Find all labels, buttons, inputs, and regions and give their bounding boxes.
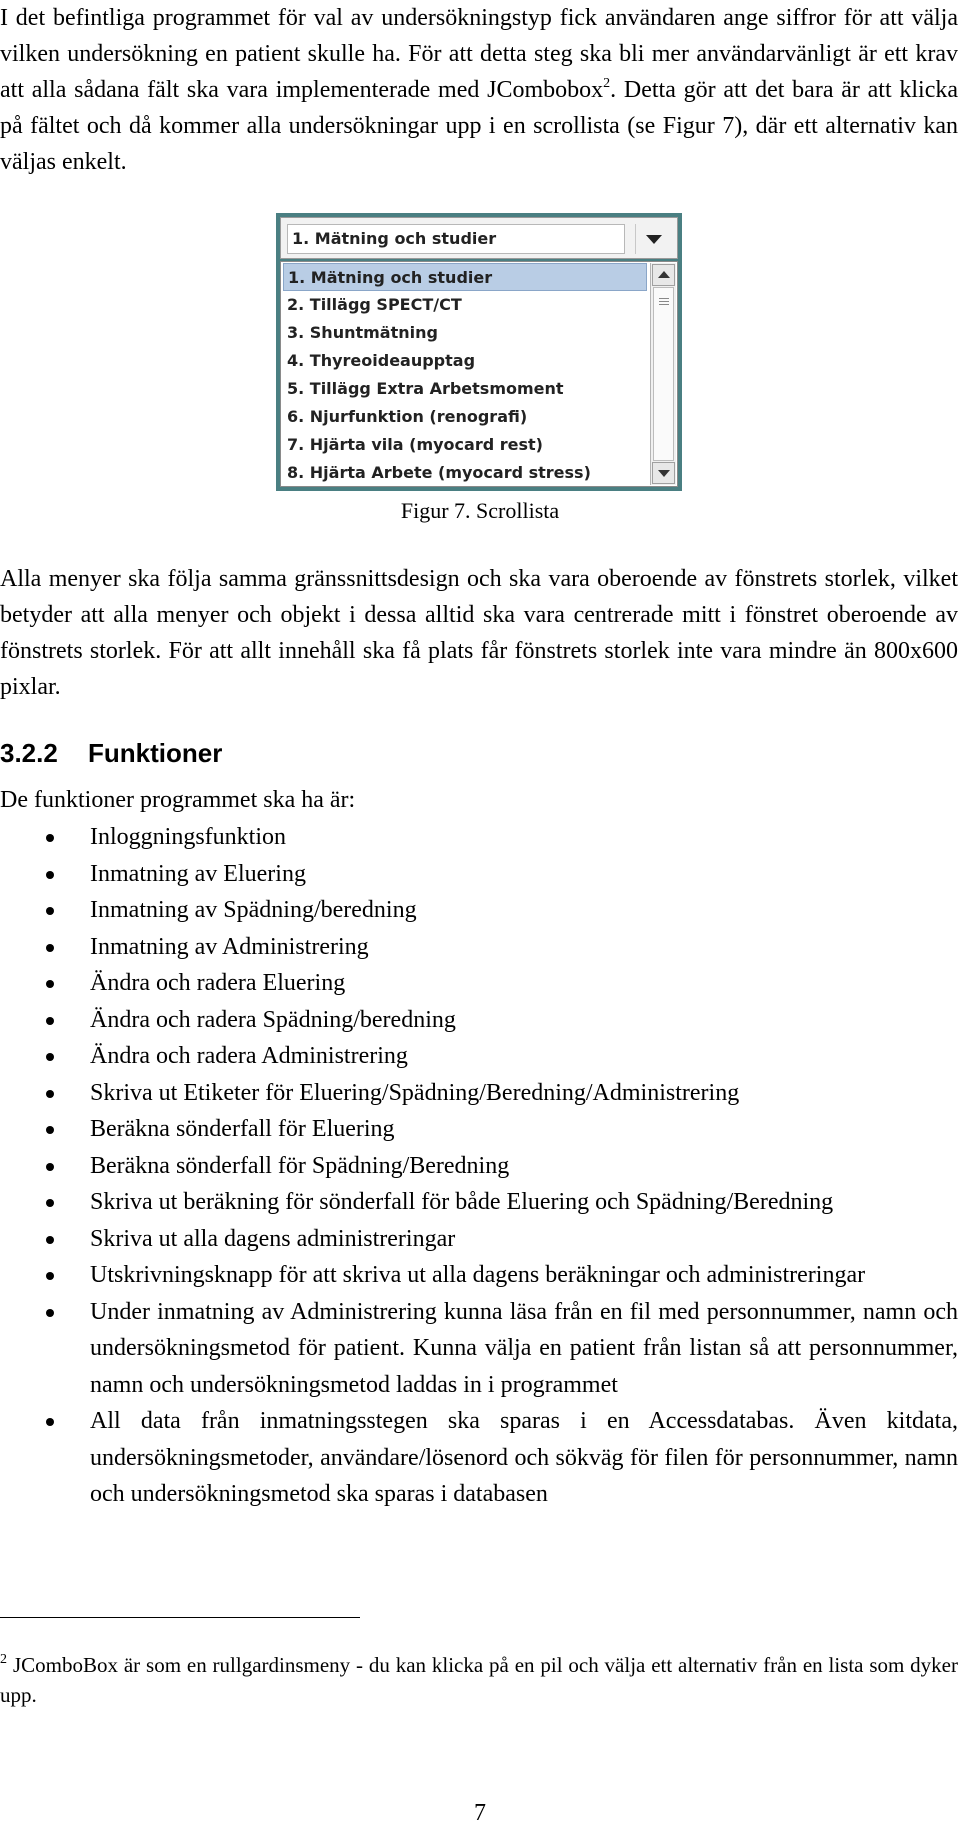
bullet-icon [46,1017,54,1025]
grip-line [659,298,669,299]
list-item-text: Ändra och radera Spädning/beredning [90,1006,456,1033]
vertical-scrollbar[interactable] [650,263,676,485]
list-item [0,856,958,893]
list-item [0,1294,958,1404]
section-number: 3.2.2 [0,738,58,768]
scrollbar-thumb[interactable] [653,287,674,461]
bullet-icon [46,1163,54,1171]
list-item [0,1148,958,1185]
list-item[interactable]: 8. Hjärta Arbete (myocard stress) [287,463,591,482]
list-item [0,892,958,929]
bullet-icon [46,1236,54,1244]
list-item [0,1221,958,1258]
list-item [0,1002,958,1039]
list-item-text: Skriva ut Etiketer för Eluering/Spädning/Beredning/Administrering [90,1079,740,1106]
list-item-text: Ändra och radera Eluering [90,970,346,996]
list-item [0,929,958,966]
bullet-icon [46,1309,54,1317]
list-item [0,965,958,1002]
footnote-text: JComboBox är som en rullgardinsmeny - du kan klicka på en pil och välja ett alternativ från en lista som dyker upp. [0,1653,958,1707]
dropdown-arrow-icon[interactable] [635,224,671,254]
bullet-icon [46,1090,54,1098]
list-item [0,1111,958,1148]
footnote-ref: 2 [603,76,611,91]
list-item[interactable]: 7. Hjärta vila (myocard rest) [287,435,543,454]
footnote-divider [0,1617,360,1618]
page-number: 7 [474,1800,486,1826]
bullet-icon [46,1126,54,1134]
combobox-selected-value: 1. Mätning och studier [292,229,497,248]
intro-text-end: . Detta gör att det bara är att klicka på fältet och då kommer alla undersökningar upp i en scrollista (se Figur 7), där ett alternativ kan väljas enkelt. [0,77,958,175]
design-paragraph: Alla menyer ska följa samma gränssnittsdesign och ska vara oberoende av fönstrets storlek, vilket betyder att alla menyer och objekt i dessa alltid ska vara centrerade mitt i fönstret oberoende av fönstrets storlek. För att allt innehåll ska få plats får fönstrets storlek inte vara mindre än 800x600 pixlar. [0,566,958,700]
combobox-figure [276,213,682,491]
combobox[interactable] [280,217,678,259]
list-item [0,1257,958,1294]
bullet-icon [46,1199,54,1207]
scroll-down-arrow-icon[interactable] [652,462,675,484]
list-item-text: Inmatning av Eluering [90,860,306,887]
scroll-up-arrow-icon[interactable] [652,264,675,286]
bullet-icon [46,1272,54,1280]
grip-line [659,301,669,302]
list-item-text: Beräkna sönderfall för Eluering [90,1116,395,1142]
list-item-text: Inmatning av Administrering [90,933,369,960]
list-item-text: Skriva ut beräkning för sönderfall för både Eluering och Spädning/Beredning [90,1189,834,1215]
list-item-text: Skriva ut alla dagens administreringar [90,1225,456,1252]
list-item-text: All data från inmatningsstegen ska sparas i en Accessdatabas. Även kitdata, undersökningsmetoder, användare/lösenord och sökväg för filen för personnummer, namn och undersökningsmetod ska sparas i databasen [90,1408,958,1507]
grip-line [659,304,669,305]
list-item-text: Inmatning av Spädning/beredning [90,897,417,923]
scroll-list[interactable] [280,261,678,487]
bullet-icon [46,1053,54,1061]
bullet-icon [46,871,54,879]
functions-list [0,819,958,1513]
intro-paragraph [0,0,958,180]
list-item[interactable]: 4. Thyreoideaupptag [287,351,476,370]
list-item-text: Under inmatning av Administrering kunna läsa från en fil med personnummer, namn och undersökningsmetod för patient. Kunna välja en patient från listan så att personnummer, namn och undersökningsmetod laddas in i programmet [90,1298,958,1398]
list-item-text: Ändra och radera Administrering [90,1043,408,1069]
footnote-mark: 2 [0,1652,7,1667]
list-item [0,819,958,856]
intro-text: I det befintliga programmet för val av undersökningstyp fick användaren ange siffror för att välja vilken undersökning en patient skulle ha. För att detta steg ska bli mer användarvänligt är ett krav att alla sådana fält ska vara implementerade med JCombobox [0,5,958,103]
figure-caption: Figur 7. Scrollista [400,498,560,523]
list-item-text: Beräkna sönderfall för Spädning/Beredning [90,1152,510,1179]
list-item [0,1038,958,1075]
bullet-icon [46,834,54,842]
list-item[interactable]: 3. Shuntmätning [287,323,438,342]
bullet-icon [46,1418,54,1426]
list-item-text: Inloggningsfunktion [90,824,286,850]
list-item [0,1403,958,1513]
bullet-icon [46,980,54,988]
functions-intro: De funktioner programmet ska ha är: [0,787,356,813]
bullet-icon [46,944,54,952]
section-title: Funktioner [88,738,223,768]
list-item[interactable]: 1. Mätning och studier [283,263,647,291]
bullet-icon [46,907,54,915]
footnote [0,1650,958,1710]
section-heading [0,735,222,771]
list-item[interactable]: 6. Njurfunktion (renografi) [287,407,528,426]
list-item-text: Utskrivningsknapp för att skriva ut alla dagens beräkningar och administreringar [90,1262,866,1288]
combobox-field[interactable] [287,224,625,254]
list-item[interactable]: 5. Tillägg Extra Arbetsmoment [287,379,564,398]
list-item[interactable]: 2. Tillägg SPECT/CT [287,295,462,314]
list-item [0,1075,958,1112]
list-item [0,1184,958,1221]
